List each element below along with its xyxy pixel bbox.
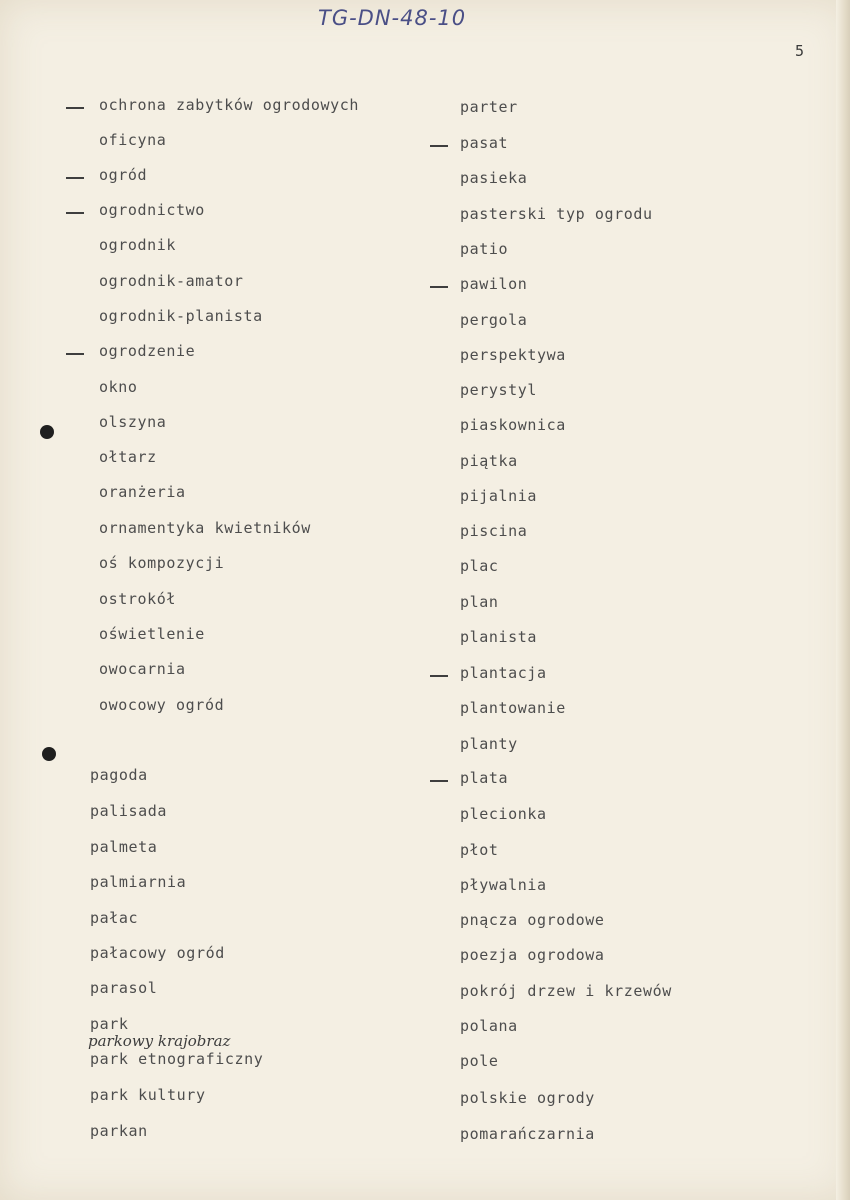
term-entry: ostrokół bbox=[99, 590, 177, 608]
term-entry: park etnograficzny bbox=[90, 1050, 264, 1068]
term-entry: ogrodnik bbox=[99, 236, 177, 254]
term-entry: olszyna bbox=[99, 413, 167, 431]
term-entry: poezja ogrodowa bbox=[460, 946, 605, 964]
term-entry: piscina bbox=[460, 522, 528, 540]
term-entry: piątka bbox=[460, 452, 518, 470]
term-entry: pomarańczarnia bbox=[460, 1125, 595, 1143]
term-entry: ornamentyka kwietników bbox=[99, 519, 311, 537]
term-entry: park bbox=[90, 1015, 129, 1033]
handwritten-note: parkowy krajobraz bbox=[88, 1032, 231, 1050]
term-entry: ogrodnik-amator bbox=[99, 272, 244, 290]
term-entry: pijalnia bbox=[460, 487, 538, 505]
term-entry: pawilon bbox=[460, 275, 528, 293]
term-entry: plan bbox=[460, 593, 499, 611]
check-mark bbox=[430, 675, 448, 677]
term-entry: pergola bbox=[460, 311, 528, 329]
term-entry: oficyna bbox=[99, 131, 167, 149]
term-entry: ochrona zabytków ogrodowych bbox=[99, 96, 360, 114]
term-entry: owocowy ogród bbox=[99, 696, 225, 714]
term-entry: pasat bbox=[460, 134, 509, 152]
term-entry: plac bbox=[460, 557, 499, 575]
term-entry: pokrój drzew i krzewów bbox=[460, 982, 672, 1000]
term-entry: płot bbox=[460, 841, 499, 859]
term-entry: parasol bbox=[90, 979, 158, 997]
punch-hole bbox=[42, 747, 56, 761]
term-entry: planty bbox=[460, 735, 518, 753]
page-edge bbox=[836, 0, 850, 1200]
term-entry: ogrodnictwo bbox=[99, 201, 205, 219]
term-entry: plecionka bbox=[460, 805, 547, 823]
punch-hole bbox=[40, 425, 54, 439]
page-number: 5 bbox=[795, 42, 805, 60]
term-entry: perspektywa bbox=[460, 346, 566, 364]
term-entry: oś kompozycji bbox=[99, 554, 225, 572]
term-entry: pływalnia bbox=[460, 876, 547, 894]
term-entry: palmiarnia bbox=[90, 873, 187, 891]
check-mark bbox=[430, 780, 448, 782]
check-mark bbox=[66, 177, 84, 179]
document-id: TG-DN-48-10 bbox=[318, 6, 467, 30]
check-mark bbox=[66, 353, 84, 355]
term-entry: pałacowy ogród bbox=[90, 944, 225, 962]
term-entry: pasterski typ ogrodu bbox=[460, 205, 653, 223]
term-entry: plata bbox=[460, 769, 509, 787]
term-entry: pole bbox=[460, 1052, 499, 1070]
term-entry: plantowanie bbox=[460, 699, 566, 717]
term-entry: polana bbox=[460, 1017, 518, 1035]
check-mark bbox=[66, 212, 84, 214]
term-entry: pagoda bbox=[90, 766, 148, 784]
check-mark bbox=[430, 286, 448, 288]
term-entry: parter bbox=[460, 98, 518, 116]
check-mark bbox=[66, 107, 84, 109]
term-entry: plantacja bbox=[460, 664, 547, 682]
term-entry: ołtarz bbox=[99, 448, 157, 466]
term-entry: patio bbox=[460, 240, 509, 258]
term-entry: polskie ogrody bbox=[460, 1089, 595, 1107]
term-entry: ogród bbox=[99, 166, 148, 184]
term-entry: oświetlenie bbox=[99, 625, 205, 643]
term-entry: okno bbox=[99, 378, 138, 396]
term-entry: pałac bbox=[90, 909, 139, 927]
term-entry: oranżeria bbox=[99, 483, 186, 501]
term-entry: ogrodzenie bbox=[99, 342, 196, 360]
term-entry: park kultury bbox=[90, 1086, 206, 1104]
term-entry: owocarnia bbox=[99, 660, 186, 678]
term-entry: perystyl bbox=[460, 381, 538, 399]
term-entry: pnącza ogrodowe bbox=[460, 911, 605, 929]
term-entry: planista bbox=[460, 628, 538, 646]
term-entry: palmeta bbox=[90, 838, 158, 856]
term-entry: piaskownica bbox=[460, 416, 566, 434]
term-entry: palisada bbox=[90, 802, 168, 820]
term-entry: pasieka bbox=[460, 169, 528, 187]
term-entry: ogrodnik-planista bbox=[99, 307, 263, 325]
term-entry: parkan bbox=[90, 1122, 148, 1140]
check-mark bbox=[430, 145, 448, 147]
